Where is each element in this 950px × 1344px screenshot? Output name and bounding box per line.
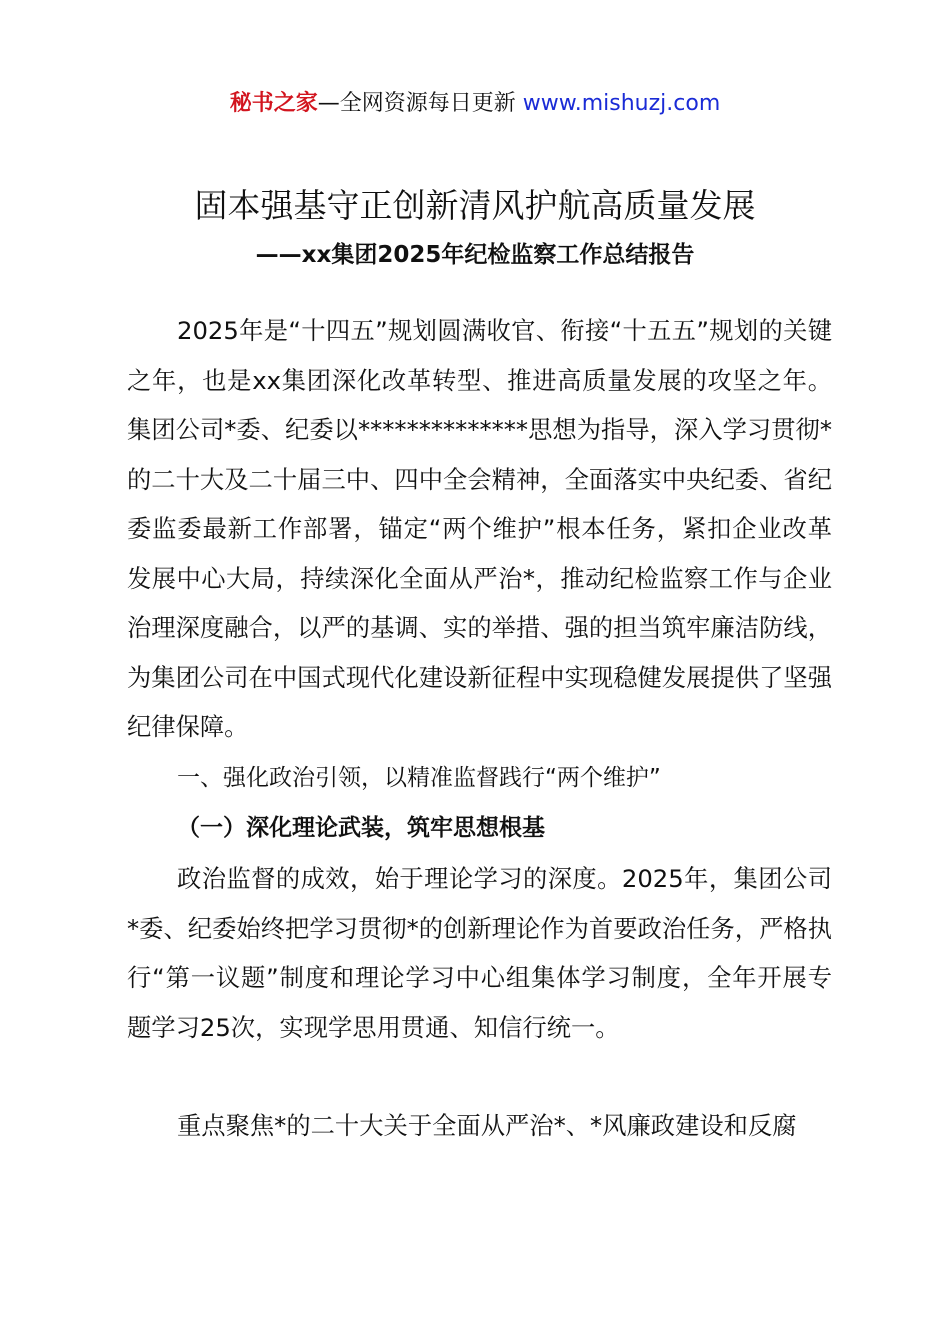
header-slogan: —全网资源每日更新 (317, 91, 516, 116)
document-title: 固本强基守正创新清风护航高质量发展 (194, 186, 756, 225)
intro-paragraph: 2025年是“十四五”规划圆满收官、衔接“十五五”规划的关键之年，也是xx集团深化改革转型、推进高质量发展的攻坚之年。集团公司*委、纪委以**************思想为指导，深入学习贯彻*的二十大及二十届三中、四中全会精神，全面落实中央纪委、省纪委监委最新工作部署，锚定“两个维护”根本任务，紧扣企业改革发展中心大局，持续深化全面从严治*，推动纪检监察工作与企业治理深度融合，以严的基调、实的举措、强的担当筑牢廉洁防线，为集团公司在中国式现代化建设新征程中实现稳健发展提供了坚强纪律保障。 (127, 316, 832, 741)
site-url-link[interactable]: www.mishuzj.com (522, 91, 721, 116)
document-subtitle: ——xx集团2025年纪检监察工作总结报告 (255, 242, 695, 268)
body-paragraph-2: 政治监督的成效，始于理论学习的深度。2025年，集团公司*委、纪委始终把学习贯彻*的创新理论作为首要政治任务，严格执行“第一议题”制度和理论学习中心组集体学习制度，全年开展专题学习25次，实现学思用贯通、知信行统一。 (127, 864, 832, 1042)
section-heading: 一、强化政治引领，以精准监督践行“两个维护” (177, 765, 661, 791)
body-paragraph-3: 重点聚焦*的二十大关于全面从严治*、*风廉政建设和反腐 (177, 1111, 797, 1140)
brand-name: 秘书之家 (229, 91, 318, 116)
site-header (0, 88, 950, 120)
subsection-heading: （一）深化理论武装，筑牢思想根基 (177, 815, 545, 841)
